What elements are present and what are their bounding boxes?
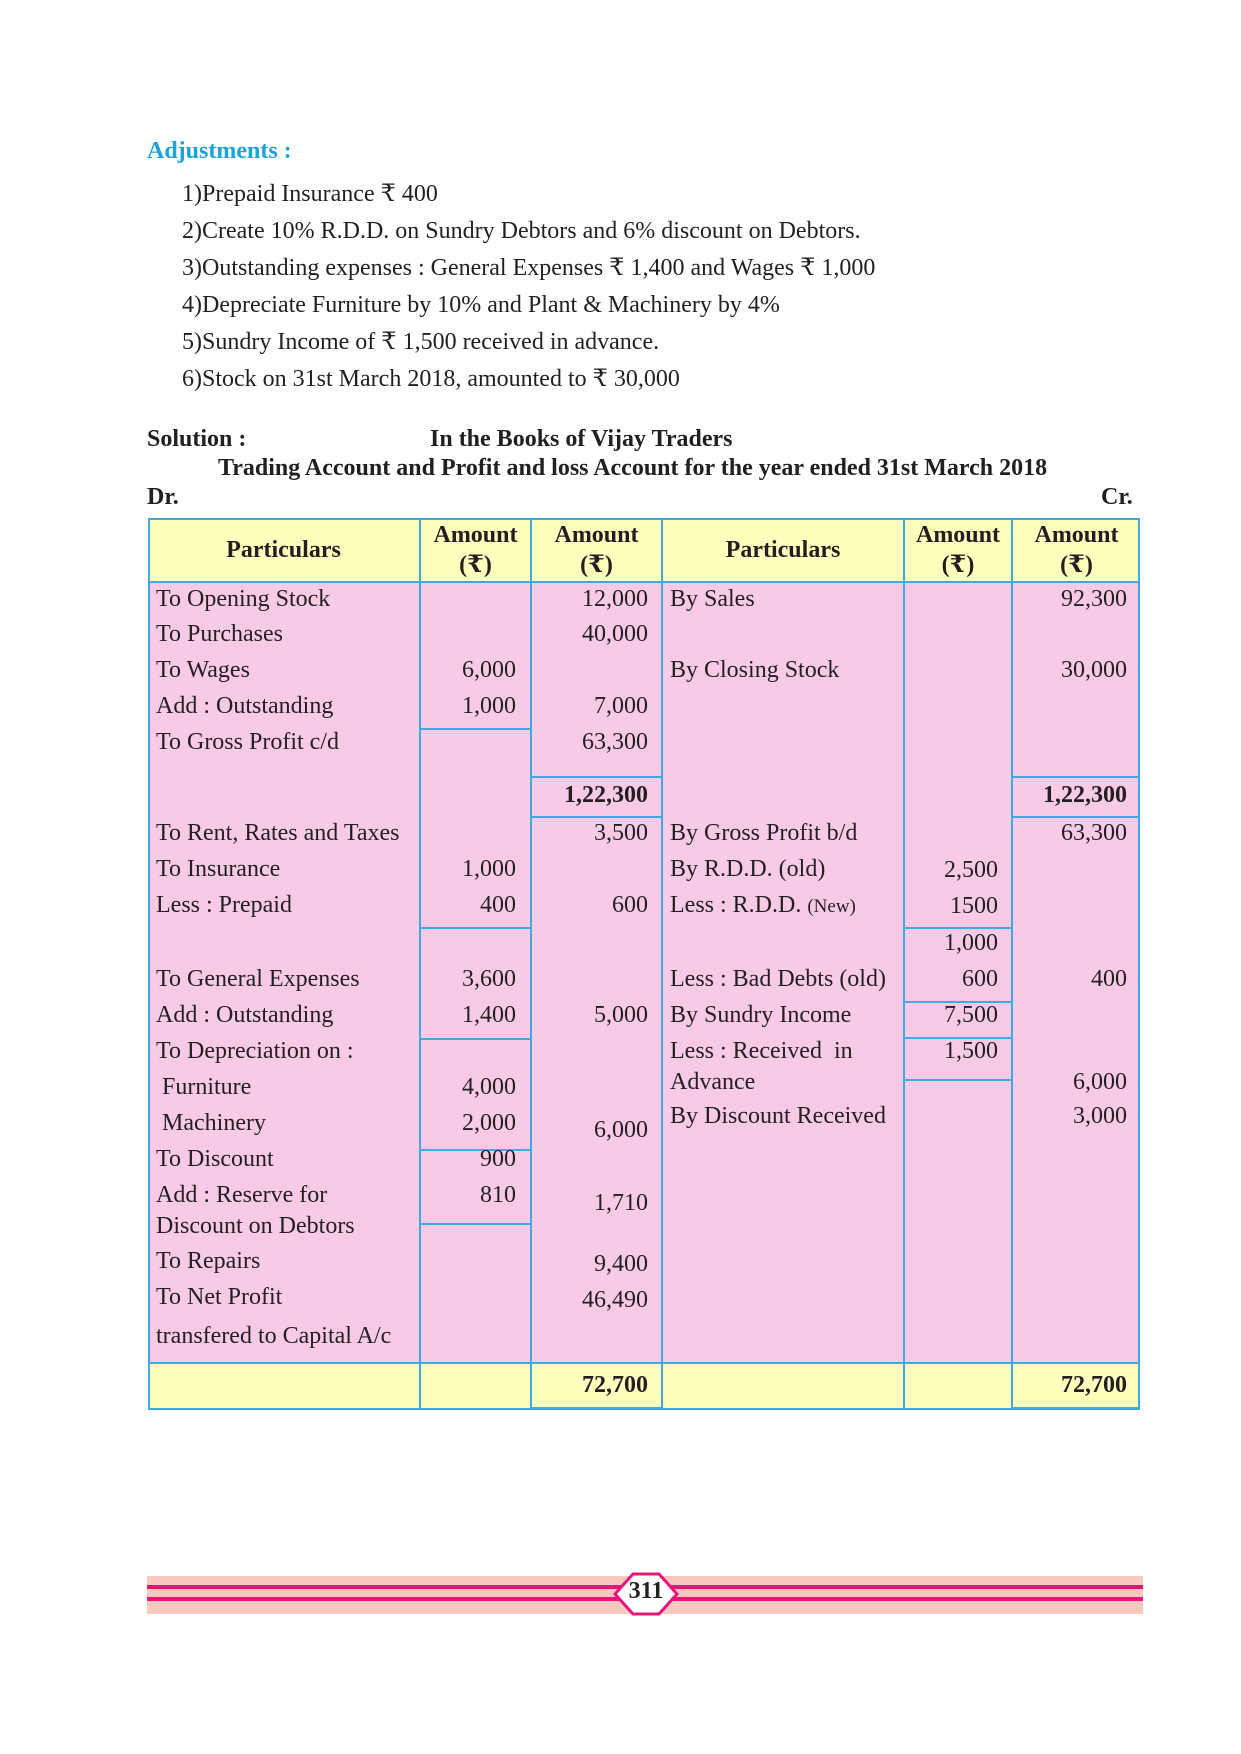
adjustments-heading: Adjustments : <box>147 138 292 164</box>
entry-amount: 63,300 <box>1061 820 1127 846</box>
entry-amount: 40,000 <box>582 621 648 647</box>
entry-particulars: By Closing Stock <box>670 657 840 683</box>
item-text: Sundry Income of ₹ 1,500 received in advance. <box>202 329 660 355</box>
adjustment-item <box>147 287 875 324</box>
adjustment-item <box>147 250 875 287</box>
item-text: Depreciate Furniture by 10% and Plant & Machinery by 4% <box>202 292 780 318</box>
entry-subamount: 6,000 <box>462 657 516 683</box>
entry-amount: 7,000 <box>594 693 648 719</box>
entry-particulars: Add : Reserve for <box>156 1182 328 1208</box>
books-title: In the Books of Vijay Traders <box>430 426 733 452</box>
entry-amount: 30,000 <box>1061 657 1127 683</box>
entry-particulars: Discount on Debtors <box>156 1213 355 1239</box>
subtotal-amount: 1,22,300 <box>564 782 648 808</box>
entry-subamount: 2,500 <box>944 857 998 883</box>
entry-subamount: 600 <box>962 966 998 992</box>
entry-subamount: 1500 <box>950 893 998 919</box>
entry-particulars: transfered to Capital A/c <box>156 1323 392 1349</box>
adjustment-item <box>147 324 875 361</box>
particulars-text: Less : R.D.D. <box>670 892 802 918</box>
account-title: Trading Account and Profit and loss Account for the year ended 31st March 2018 <box>218 455 1048 481</box>
entry-particulars: Less : Received in <box>670 1038 853 1064</box>
item-number: 2) <box>182 218 202 244</box>
entry-particulars: Advance <box>670 1069 756 1095</box>
credit-label: Cr. <box>1101 484 1133 510</box>
entry-particulars: By Discount Received <box>670 1103 886 1129</box>
entry-amount: 3,000 <box>1073 1103 1127 1129</box>
entry-particulars: To Insurance <box>156 856 281 882</box>
entry-amount: 92,300 <box>1061 586 1127 612</box>
entry-subamount: 1,000 <box>462 856 516 882</box>
adjustment-item <box>147 176 875 213</box>
entry-particulars <box>670 890 856 922</box>
entry-amount: 5,000 <box>594 1002 648 1028</box>
entry-particulars: Less : Bad Debts (old) <box>670 966 886 992</box>
adjustments-list <box>147 176 875 398</box>
header-amount: Amount (₹) <box>1034 522 1119 578</box>
item-text: Stock on 31st March 2018, amounted to ₹ 30,000 <box>202 366 680 392</box>
item-text: Prepaid Insurance ₹ 400 <box>202 181 438 207</box>
adjustment-item <box>147 361 875 398</box>
entry-particulars: To Net Profit <box>156 1284 283 1310</box>
entry-particulars: To Repairs <box>156 1248 261 1274</box>
particulars-note: (New) <box>807 896 856 917</box>
item-number: 5) <box>182 329 202 355</box>
entry-subamount: 400 <box>480 892 516 918</box>
entry-particulars: By Gross Profit b/d <box>670 820 858 846</box>
grand-total-left: 72,700 <box>582 1372 648 1398</box>
entry-amount: 6,000 <box>594 1117 648 1143</box>
entry-amount: 600 <box>612 892 648 918</box>
entry-particulars: To General Expenses <box>156 966 360 992</box>
item-text: Create 10% R.D.D. on Sundry Debtors and 6% discount on Debtors. <box>202 218 861 244</box>
entry-particulars: By Sales <box>670 586 755 612</box>
entry-particulars: To Opening Stock <box>156 586 331 612</box>
ledger-table <box>148 518 1140 1410</box>
adjustment-item <box>147 213 875 250</box>
solution-label: Solution : <box>147 426 247 452</box>
debit-label: Dr. <box>147 484 179 510</box>
entry-particulars: To Depreciation on : <box>156 1038 354 1064</box>
entry-subamount: 7,500 <box>944 1002 998 1028</box>
entry-particulars: To Rent, Rates and Taxes <box>156 820 400 846</box>
header-amount: Amount (₹) <box>433 522 518 578</box>
item-number: 1) <box>182 181 202 207</box>
header-amount: Amount (₹) <box>554 522 639 578</box>
entry-subamount: 1,000 <box>944 930 998 956</box>
entry-subamount: 900 <box>480 1146 516 1172</box>
entry-particulars: By R.D.D. (old) <box>670 856 826 882</box>
item-text: Outstanding expenses : General Expenses ₹ 1,400 and Wages ₹ 1,000 <box>202 255 876 281</box>
entry-subamount: 3,600 <box>462 966 516 992</box>
entry-amount: 12,000 <box>582 586 648 612</box>
entry-particulars: To Wages <box>156 657 250 683</box>
entry-amount: 6,000 <box>1073 1069 1127 1095</box>
grand-total-right: 72,700 <box>1061 1372 1127 1398</box>
entry-particulars: Machinery <box>162 1110 266 1136</box>
header-amount: Amount (₹) <box>915 522 1000 578</box>
entry-particulars: To Gross Profit c/d <box>156 729 339 755</box>
entry-amount: 63,300 <box>582 729 648 755</box>
item-number: 6) <box>182 366 202 392</box>
entry-particulars: To Purchases <box>156 621 283 647</box>
entry-amount: 3,500 <box>594 820 648 846</box>
entry-particulars: Add : Outstanding <box>156 1002 334 1028</box>
header-particulars-left: Particulars <box>226 537 341 563</box>
entry-amount: 1,710 <box>594 1190 648 1216</box>
entry-subamount: 1,400 <box>462 1002 516 1028</box>
item-number: 4) <box>182 292 202 318</box>
header-particulars-right: Particulars <box>725 537 841 563</box>
entry-particulars: To Discount <box>156 1146 274 1172</box>
entry-particulars: Add : Outstanding <box>156 693 334 719</box>
entry-particulars: Less : Prepaid <box>156 892 292 918</box>
entry-subamount: 1,000 <box>462 693 516 719</box>
entry-subamount: 1,500 <box>944 1038 998 1064</box>
item-number: 3) <box>182 255 202 281</box>
entry-subamount: 810 <box>480 1182 516 1208</box>
entry-amount: 9,400 <box>594 1251 648 1277</box>
entry-particulars: By Sundry Income <box>670 1002 852 1028</box>
entry-amount: 46,490 <box>582 1287 648 1313</box>
subtotal-amount: 1,22,300 <box>1043 782 1127 808</box>
entry-subamount: 4,000 <box>462 1074 516 1100</box>
entry-particulars: Furniture <box>162 1074 252 1100</box>
entry-amount: 400 <box>1091 966 1127 992</box>
page-number: 311 <box>628 1578 664 1604</box>
entry-subamount: 2,000 <box>462 1110 516 1136</box>
